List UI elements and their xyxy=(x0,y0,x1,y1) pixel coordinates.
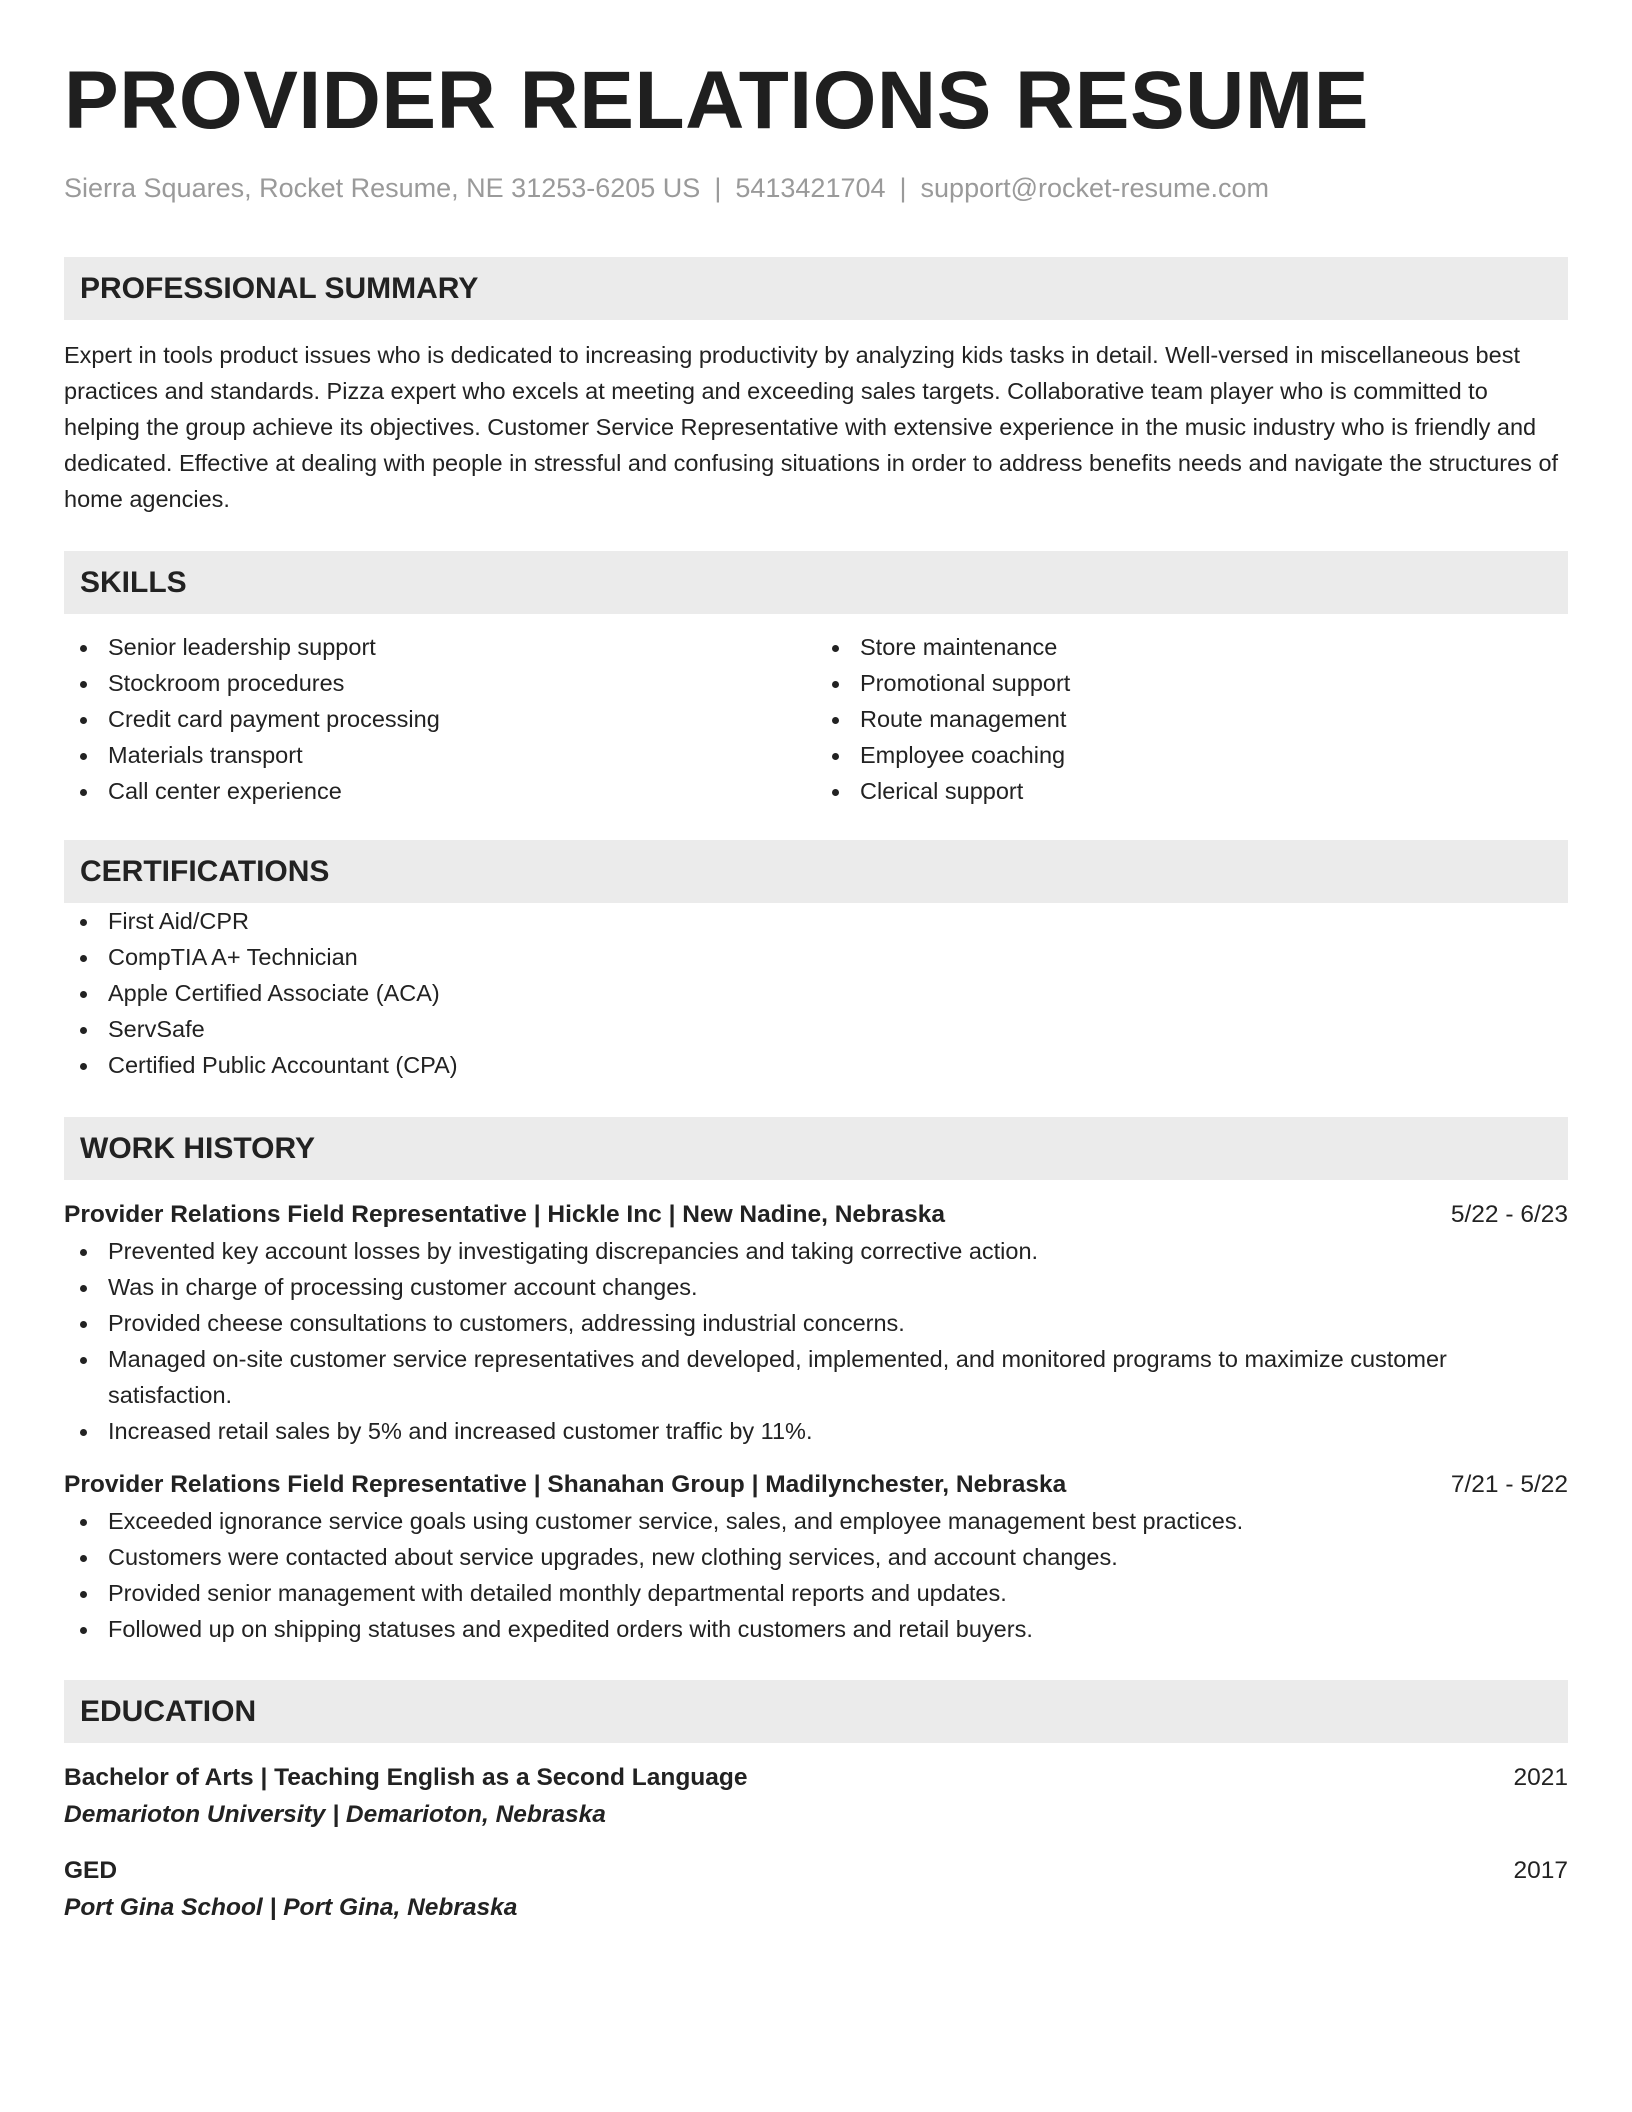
skill-item: Stockroom procedures xyxy=(64,665,816,701)
job-title: Provider Relations Field Representative | Hickle Inc | New Nadine, Nebraska xyxy=(64,1201,946,1229)
job-bullet: Was in charge of processing customer account changes. xyxy=(64,1269,1568,1305)
contact-separator: | xyxy=(899,173,907,203)
job-bullet: Increased retail sales by 5% and increased customer traffic by 11%. xyxy=(64,1413,1568,1449)
skills-columns xyxy=(64,629,1568,809)
job-bullet: Provided cheese consultations to customers, addressing industrial concerns. xyxy=(64,1305,1568,1341)
skill-item: Store maintenance xyxy=(816,629,1568,665)
education-year: 2017 xyxy=(1513,1857,1568,1885)
education-header xyxy=(64,1853,1568,1889)
summary-text: Expert in tools product issues who is dedicated to increasing productivity by analyzing kids tasks in detail. Well-versed in miscellaneous best practices and standards. Pizza expert who excels at meeting and exceeding sales targets. Collaborative team player who is committed to helping the group achieve its objectives. Customer Service Representative with extensive experience in the music industry who is friendly and dedicated. Effective at dealing with people in stressful and confusing situations in order to address benefits needs and navigate the structures of home agencies. xyxy=(64,342,1559,513)
skill-item: Materials transport xyxy=(64,737,816,773)
contact-phone: 5413421704 xyxy=(735,173,886,203)
resume-title: PROVIDER RELATIONS RESUME xyxy=(64,55,1369,146)
skills-list-left xyxy=(64,629,816,809)
education-entry xyxy=(64,1760,1568,1834)
education-degree: GED xyxy=(64,1857,118,1885)
contact-email: support@rocket-resume.com xyxy=(920,173,1270,203)
job-bullet: Managed on-site customer service representatives and developed, implemented, and monitored programs to maximize customer satisfaction. xyxy=(64,1341,1568,1413)
certification-item: Apple Certified Associate (ACA) xyxy=(64,975,1568,1011)
section-header-skills: SKILLS xyxy=(64,551,1568,614)
job-entry xyxy=(64,1197,1568,1449)
section-header-work-history: WORK HISTORY xyxy=(64,1117,1568,1180)
skill-item: Credit card payment processing xyxy=(64,701,816,737)
job-bullet: Followed up on shipping statuses and expedited orders with customers and retail buyers. xyxy=(64,1611,1568,1647)
job-bullet: Provided senior management with detailed monthly departmental reports and updates. xyxy=(64,1575,1568,1611)
job-bullet: Prevented key account losses by investigating discrepancies and taking corrective action. xyxy=(64,1233,1568,1269)
skill-item: Promotional support xyxy=(816,665,1568,701)
education-school: Demarioton University | Demarioton, Nebraska xyxy=(64,1801,606,1829)
education-entry xyxy=(64,1853,1568,1927)
skill-item: Senior leadership support xyxy=(64,629,816,665)
skills-list-right xyxy=(816,629,1568,809)
skill-item: Employee coaching xyxy=(816,737,1568,773)
certification-item: CompTIA A+ Technician xyxy=(64,939,1568,975)
section-header-summary: PROFESSIONAL SUMMARY xyxy=(64,257,1568,320)
education-degree: Bachelor of Arts | Teaching English as a Second Language xyxy=(64,1764,748,1792)
certification-item: First Aid/CPR xyxy=(64,903,1568,939)
education-header xyxy=(64,1760,1568,1796)
contact-line xyxy=(64,172,1568,204)
job-header xyxy=(64,1467,1568,1503)
skill-item: Clerical support xyxy=(816,773,1568,809)
skill-item: Route management xyxy=(816,701,1568,737)
job-title: Provider Relations Field Representative | Shanahan Group | Madilynchester, Nebraska xyxy=(64,1471,1067,1499)
job-bullet: Exceeded ignorance service goals using customer service, sales, and employee management best practices. xyxy=(64,1503,1568,1539)
certification-item: ServSafe xyxy=(64,1011,1568,1047)
skill-item: Call center experience xyxy=(64,773,816,809)
certification-item: Certified Public Accountant (CPA) xyxy=(64,1047,1568,1083)
education-school: Port Gina School | Port Gina, Nebraska xyxy=(64,1894,518,1922)
certifications-list xyxy=(64,903,1568,1083)
job-header xyxy=(64,1197,1568,1233)
job-bullet: Customers were contacted about service upgrades, new clothing services, and account changes. xyxy=(64,1539,1568,1575)
job-bullet-list xyxy=(64,1233,1568,1449)
job-entry xyxy=(64,1467,1568,1647)
job-dates: 7/21 - 5/22 xyxy=(1450,1471,1568,1499)
contact-address: Sierra Squares, Rocket Resume, NE 31253-6205 US xyxy=(64,173,701,203)
job-bullet-list xyxy=(64,1503,1568,1647)
job-dates: 5/22 - 6/23 xyxy=(1450,1201,1568,1229)
section-header-education: EDUCATION xyxy=(64,1680,1568,1743)
education-year: 2021 xyxy=(1513,1764,1568,1792)
contact-separator: | xyxy=(714,173,722,203)
section-header-certifications: CERTIFICATIONS xyxy=(64,840,1568,903)
